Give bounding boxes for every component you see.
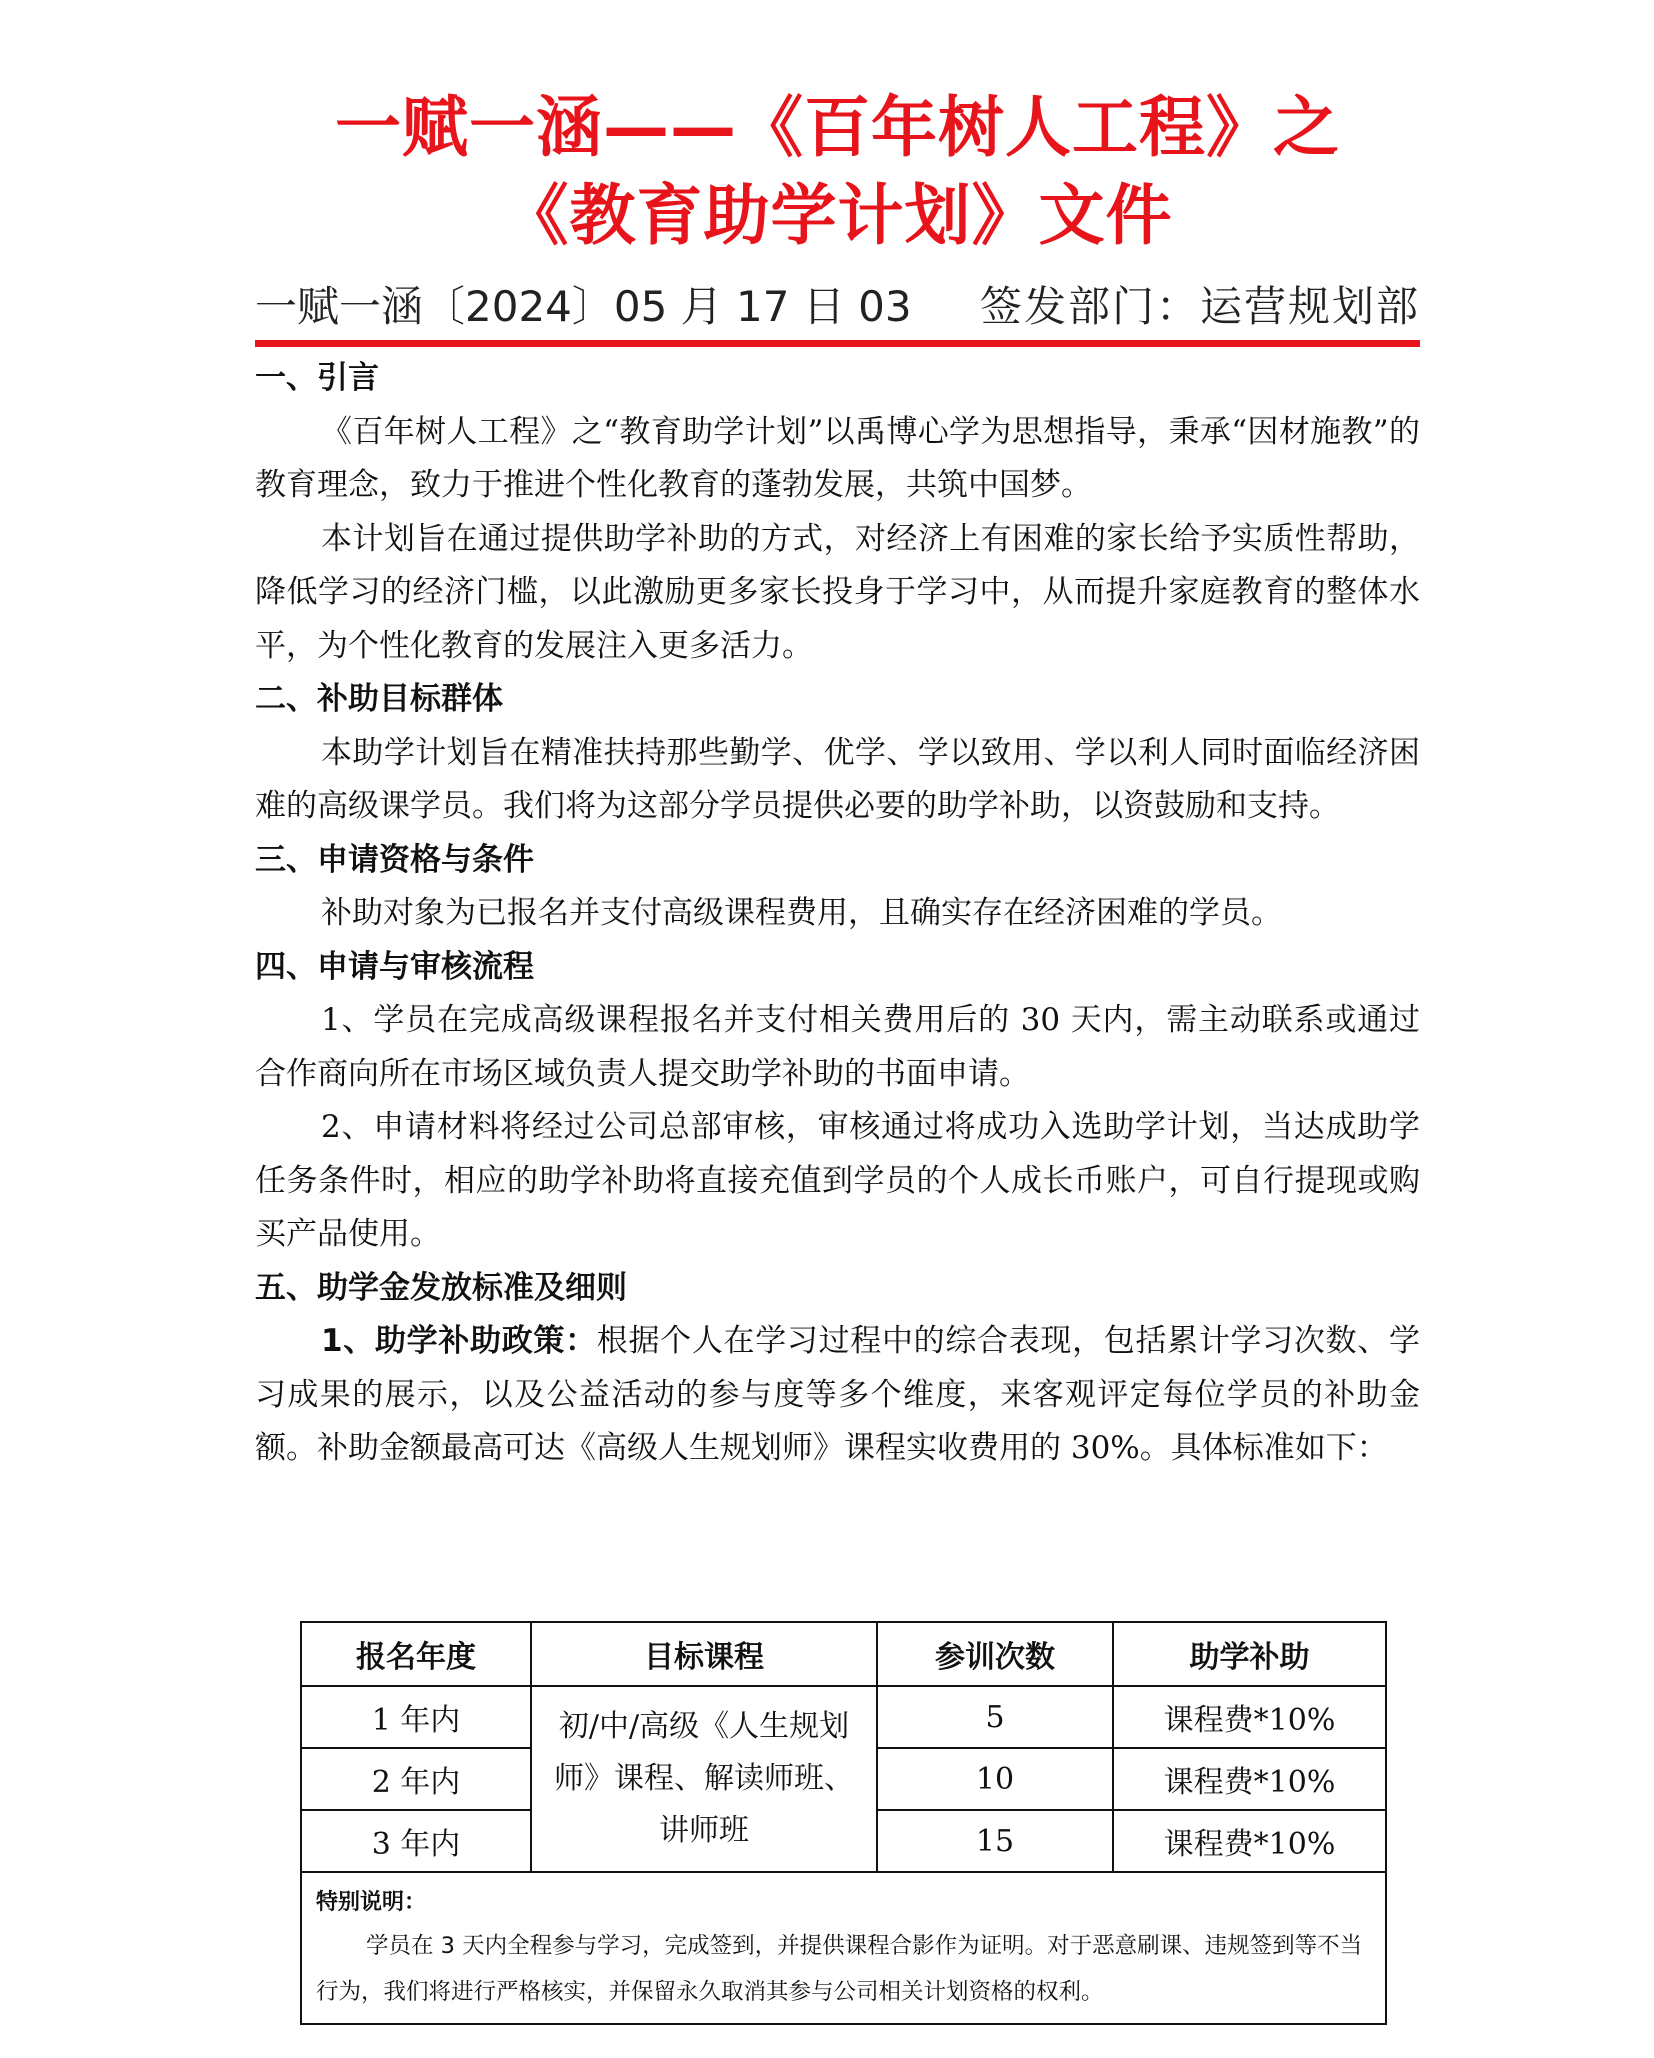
cell-year: 3 年内 xyxy=(301,1810,531,1872)
cell-year: 1 年内 xyxy=(301,1686,531,1748)
subsidy-table-wrapper xyxy=(300,1621,1385,2025)
section-heading-standards: 五、助学金发放标准及细则 xyxy=(255,1269,627,1306)
issuing-department: 签发部门：运营规划部 xyxy=(979,282,1420,331)
column-header-course: 目标课程 xyxy=(531,1622,877,1686)
document-number: 一赋一涵〔2024〕05 月 17 日 03 xyxy=(255,282,912,331)
cell-target-course: 初/中/高级《人生规划师》课程、解读师班、讲师班 xyxy=(531,1686,877,1872)
cell-count: 5 xyxy=(877,1686,1113,1748)
special-note-title: 特别说明： xyxy=(316,1890,427,1915)
section-heading-introduction: 一、引言 xyxy=(255,360,379,396)
table-row xyxy=(301,1686,1386,1748)
cell-count: 10 xyxy=(877,1748,1113,1810)
document-meta-row xyxy=(255,274,1420,334)
document-body xyxy=(255,352,1420,1476)
target-group-paragraph: 本助学计划旨在精准扶持那些勤学、优学、学以致用、学以利人同时面临经济困难的高级课学员。我们将为这部分学员提供必要的助学补助，以资鼓励和支持。 xyxy=(255,734,1420,824)
section-heading-target-group: 二、补助目标群体 xyxy=(255,681,503,717)
table-header-row xyxy=(301,1622,1386,1686)
policy-text: 根据个人在学习过程中的综合表现，包括累计学习次数、学习成果的展示，以及公益活动的参与度等多个维度，来客观评定每位学员的补助金额。补助金额最高可达《高级人生规划师》课程实收费用的 30%。具体标准如下： xyxy=(255,1323,1421,1466)
special-note-text: 学员在 3 天内全程参与学习，完成签到，并提供课程合影作为证明。对于恶意刷课、违规签到等不当行为，我们将进行严格核实，并保留永久取消其参与公司相关计划资格的权利。 xyxy=(316,1933,1363,2005)
special-note-cell xyxy=(301,1872,1386,2024)
document-title-line-1: 一赋一涵——《百年树人工程》之 xyxy=(335,89,1340,166)
document-title-line-2: 《教育助学计划》文件 xyxy=(502,177,1173,254)
section-heading-process: 四、申请与审核流程 xyxy=(255,948,534,985)
cell-subsidy: 课程费*10% xyxy=(1113,1748,1386,1810)
red-header-rule xyxy=(255,340,1420,347)
standards-paragraph xyxy=(255,1315,1420,1476)
policy-label: 1、助学补助政策： xyxy=(321,1323,597,1359)
intro-paragraph-2: 本计划旨在通过提供助学补助的方式，对经济上有困难的家长给予实质性帮助，降低学习的经济门槛，以此激励更多家长投身于学习中，从而提升家庭教育的整体水平，为个性化教育的发展注入更多活力。 xyxy=(255,520,1420,664)
column-header-count: 参训次数 xyxy=(877,1622,1113,1686)
table-note-row xyxy=(301,1872,1386,2024)
process-paragraph-2: 2、申请材料将经过公司总部审核，审核通过将成功入选助学计划，当达成助学任务条件时，相应的助学补助将直接充值到学员的个人成长币账户，可自行提现或购买产品使用。 xyxy=(255,1109,1420,1252)
cell-subsidy: 课程费*10% xyxy=(1113,1810,1386,1872)
intro-paragraph-1: 《百年树人工程》之“教育助学计划”以禹博心学为思想指导，秉承“因材施教”的教育理念，致力于推进个性化教育的蓬勃发展，共筑中国梦。 xyxy=(255,413,1420,503)
column-header-subsidy: 助学补助 xyxy=(1113,1622,1386,1686)
process-paragraph-1: 1、学员在完成高级课程报名并支付相关费用后的 30 天内，需主动联系或通过合作商向所在市场区域负责人提交助学补助的书面申请。 xyxy=(255,1002,1420,1092)
section-heading-eligibility: 三、申请资格与条件 xyxy=(255,841,534,878)
eligibility-paragraph: 补助对象为已报名并支付高级课程费用，且确实存在经济困难的学员。 xyxy=(321,895,1282,931)
cell-subsidy: 课程费*10% xyxy=(1113,1686,1386,1748)
subsidy-table xyxy=(300,1621,1387,2025)
cell-count: 15 xyxy=(877,1810,1113,1872)
column-header-year: 报名年度 xyxy=(301,1622,531,1686)
cell-year: 2 年内 xyxy=(301,1748,531,1810)
